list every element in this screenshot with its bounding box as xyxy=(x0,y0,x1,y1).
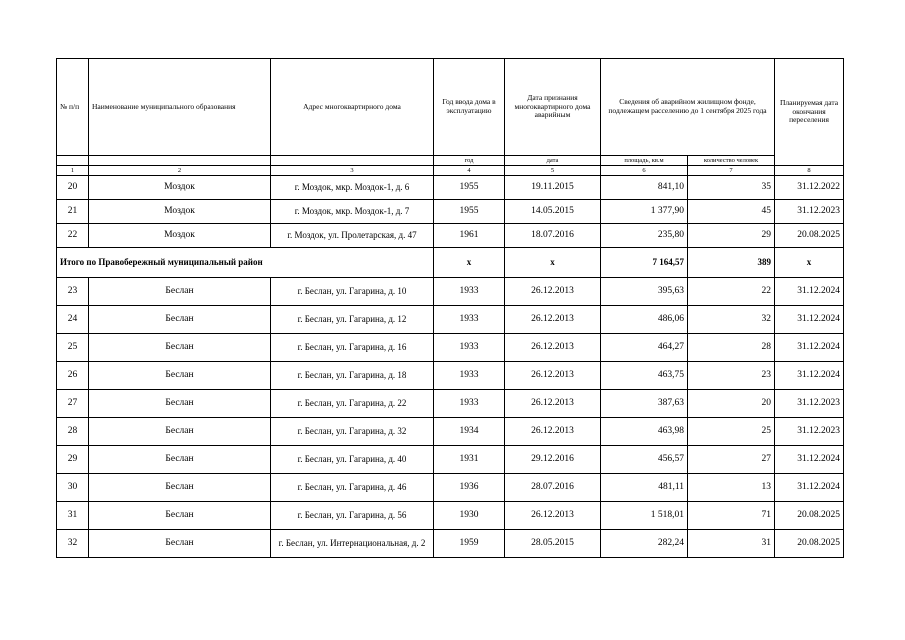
row-people: 29 xyxy=(688,224,775,248)
table-row xyxy=(57,278,844,306)
total-label: Итого по Правобережный муниципальный район xyxy=(57,248,434,278)
table-row xyxy=(57,474,844,502)
row-area: 481,11 xyxy=(601,474,688,502)
row-municipality: Беслан xyxy=(89,446,271,474)
header-emergency-date: Дата признания многоквартирного дома аварийным xyxy=(505,59,601,156)
row-area: 486,06 xyxy=(601,306,688,334)
row-area: 235,80 xyxy=(601,224,688,248)
row-people: 25 xyxy=(688,418,775,446)
total-row xyxy=(57,248,844,278)
header-units-empty xyxy=(57,156,89,166)
row-municipality: Беслан xyxy=(89,306,271,334)
row-municipality: Беслан xyxy=(89,530,271,558)
row-people: 27 xyxy=(688,446,775,474)
row-emergency-date: 26.12.2013 xyxy=(505,278,601,306)
row-municipality: Моздок xyxy=(89,224,271,248)
row-people: 23 xyxy=(688,362,775,390)
column-number: 2 xyxy=(89,166,271,176)
row-planned-date: 31.12.2023 xyxy=(775,200,844,224)
header-year: Год ввода дома в эксплуатацию xyxy=(434,59,505,156)
row-emergency-date: 26.12.2013 xyxy=(505,306,601,334)
row-area: 1 377,90 xyxy=(601,200,688,224)
row-area: 395,63 xyxy=(601,278,688,306)
row-address: г. Беслан, ул. Интернациональная, д. 2 xyxy=(271,530,434,558)
row-municipality: Беслан xyxy=(89,334,271,362)
row-number: 20 xyxy=(57,176,89,200)
row-emergency-date: 29.12.2016 xyxy=(505,446,601,474)
table-row xyxy=(57,418,844,446)
row-emergency-date: 26.12.2013 xyxy=(505,362,601,390)
row-planned-date: 31.12.2024 xyxy=(775,334,844,362)
row-number: 28 xyxy=(57,418,89,446)
total-year: х xyxy=(434,248,505,278)
row-address: г. Беслан, ул. Гагарина, д. 18 xyxy=(271,362,434,390)
header-unit-date: дата xyxy=(505,156,601,166)
row-year: 1936 xyxy=(434,474,505,502)
total-area: 7 164,57 xyxy=(601,248,688,278)
table-row xyxy=(57,390,844,418)
row-planned-date: 20.08.2025 xyxy=(775,502,844,530)
row-emergency-date: 19.11.2015 xyxy=(505,176,601,200)
row-number: 30 xyxy=(57,474,89,502)
column-number: 1 xyxy=(57,166,89,176)
table-row xyxy=(57,362,844,390)
row-number: 27 xyxy=(57,390,89,418)
row-address: г. Беслан, ул. Гагарина, д. 46 xyxy=(271,474,434,502)
table-row xyxy=(57,502,844,530)
row-area: 456,57 xyxy=(601,446,688,474)
row-number: 29 xyxy=(57,446,89,474)
row-address: г. Моздок, мкр. Моздок-1, д. 7 xyxy=(271,200,434,224)
row-municipality: Беслан xyxy=(89,362,271,390)
row-planned-date: 31.12.2023 xyxy=(775,390,844,418)
row-people: 20 xyxy=(688,390,775,418)
row-emergency-date: 28.05.2015 xyxy=(505,530,601,558)
row-year: 1934 xyxy=(434,418,505,446)
row-people: 35 xyxy=(688,176,775,200)
header-address: Адрес многоквартирного дома xyxy=(271,59,434,156)
header-units-empty xyxy=(271,156,434,166)
row-emergency-date: 18.07.2016 xyxy=(505,224,601,248)
row-emergency-date: 26.12.2013 xyxy=(505,418,601,446)
row-number: 26 xyxy=(57,362,89,390)
row-planned-date: 31.12.2024 xyxy=(775,446,844,474)
header-emergency-fund: Сведения об аварийном жилищном фонде, подлежащем расселению до 1 сентября 2025 года xyxy=(601,59,775,156)
header-unit-people: количество человек xyxy=(688,156,775,166)
row-address: г. Беслан, ул. Гагарина, д. 16 xyxy=(271,334,434,362)
row-people: 22 xyxy=(688,278,775,306)
header-planned-date: Планируемая дата окончания переселения xyxy=(775,59,844,166)
row-emergency-date: 26.12.2013 xyxy=(505,502,601,530)
row-number: 31 xyxy=(57,502,89,530)
row-year: 1959 xyxy=(434,530,505,558)
row-year: 1961 xyxy=(434,224,505,248)
row-year: 1933 xyxy=(434,334,505,362)
row-year: 1933 xyxy=(434,306,505,334)
row-year: 1933 xyxy=(434,390,505,418)
row-year: 1955 xyxy=(434,200,505,224)
row-people: 28 xyxy=(688,334,775,362)
header-units-row xyxy=(57,156,844,166)
header-unit-area: площадь, кв.м xyxy=(601,156,688,166)
header-units-empty xyxy=(89,156,271,166)
table-row xyxy=(57,200,844,224)
row-planned-date: 31.12.2024 xyxy=(775,474,844,502)
table-row xyxy=(57,530,844,558)
column-number: 5 xyxy=(505,166,601,176)
row-planned-date: 31.12.2024 xyxy=(775,278,844,306)
column-number: 4 xyxy=(434,166,505,176)
column-number: 3 xyxy=(271,166,434,176)
row-number: 22 xyxy=(57,224,89,248)
row-year: 1931 xyxy=(434,446,505,474)
total-date: х xyxy=(505,248,601,278)
header-municipality: Наименование муниципального образования xyxy=(89,59,271,156)
table-row xyxy=(57,176,844,200)
table-row xyxy=(57,306,844,334)
table-row xyxy=(57,446,844,474)
row-number: 25 xyxy=(57,334,89,362)
row-planned-date: 31.12.2022 xyxy=(775,176,844,200)
row-planned-date: 31.12.2024 xyxy=(775,306,844,334)
row-planned-date: 20.08.2025 xyxy=(775,530,844,558)
row-municipality: Беслан xyxy=(89,418,271,446)
row-area: 387,63 xyxy=(601,390,688,418)
row-address: г. Беслан, ул. Гагарина, д. 32 xyxy=(271,418,434,446)
total-planned-date: х xyxy=(775,248,844,278)
row-year: 1930 xyxy=(434,502,505,530)
row-area: 464,27 xyxy=(601,334,688,362)
row-people: 45 xyxy=(688,200,775,224)
row-area: 463,75 xyxy=(601,362,688,390)
row-emergency-date: 26.12.2013 xyxy=(505,334,601,362)
row-emergency-date: 14.05.2015 xyxy=(505,200,601,224)
housing-relocation-table xyxy=(56,58,844,558)
row-planned-date: 31.12.2024 xyxy=(775,362,844,390)
header-row xyxy=(57,59,844,156)
header-number: № п/п xyxy=(57,59,89,156)
row-number: 24 xyxy=(57,306,89,334)
row-address: г. Моздок, ул. Пролетарская, д. 47 xyxy=(271,224,434,248)
row-address: г. Беслан, ул. Гагарина, д. 12 xyxy=(271,306,434,334)
row-number: 32 xyxy=(57,530,89,558)
row-municipality: Моздок xyxy=(89,200,271,224)
row-people: 32 xyxy=(688,306,775,334)
row-municipality: Беслан xyxy=(89,390,271,418)
row-emergency-date: 28.07.2016 xyxy=(505,474,601,502)
column-number: 7 xyxy=(688,166,775,176)
column-number: 6 xyxy=(601,166,688,176)
row-year: 1933 xyxy=(434,278,505,306)
row-address: г. Беслан, ул. Гагарина, д. 40 xyxy=(271,446,434,474)
row-planned-date: 31.12.2023 xyxy=(775,418,844,446)
row-address: г. Беслан, ул. Гагарина, д. 10 xyxy=(271,278,434,306)
row-year: 1933 xyxy=(434,362,505,390)
row-address: г. Беслан, ул. Гагарина, д. 22 xyxy=(271,390,434,418)
row-municipality: Моздок xyxy=(89,176,271,200)
row-number: 21 xyxy=(57,200,89,224)
row-people: 31 xyxy=(688,530,775,558)
row-planned-date: 20.08.2025 xyxy=(775,224,844,248)
row-address: г. Беслан, ул. Гагарина, д. 56 xyxy=(271,502,434,530)
row-area: 463,98 xyxy=(601,418,688,446)
row-emergency-date: 26.12.2013 xyxy=(505,390,601,418)
row-address: г. Моздок, мкр. Моздок-1, д. 6 xyxy=(271,176,434,200)
row-year: 1955 xyxy=(434,176,505,200)
table-row xyxy=(57,224,844,248)
row-people: 71 xyxy=(688,502,775,530)
column-number: 8 xyxy=(775,166,844,176)
row-area: 1 518,01 xyxy=(601,502,688,530)
row-area: 841,10 xyxy=(601,176,688,200)
row-municipality: Беслан xyxy=(89,278,271,306)
row-area: 282,24 xyxy=(601,530,688,558)
row-number: 23 xyxy=(57,278,89,306)
table-row xyxy=(57,334,844,362)
header-unit-year: год xyxy=(434,156,505,166)
total-people: 389 xyxy=(688,248,775,278)
row-municipality: Беслан xyxy=(89,502,271,530)
row-municipality: Беслан xyxy=(89,474,271,502)
row-people: 13 xyxy=(688,474,775,502)
column-number-row xyxy=(57,166,844,176)
